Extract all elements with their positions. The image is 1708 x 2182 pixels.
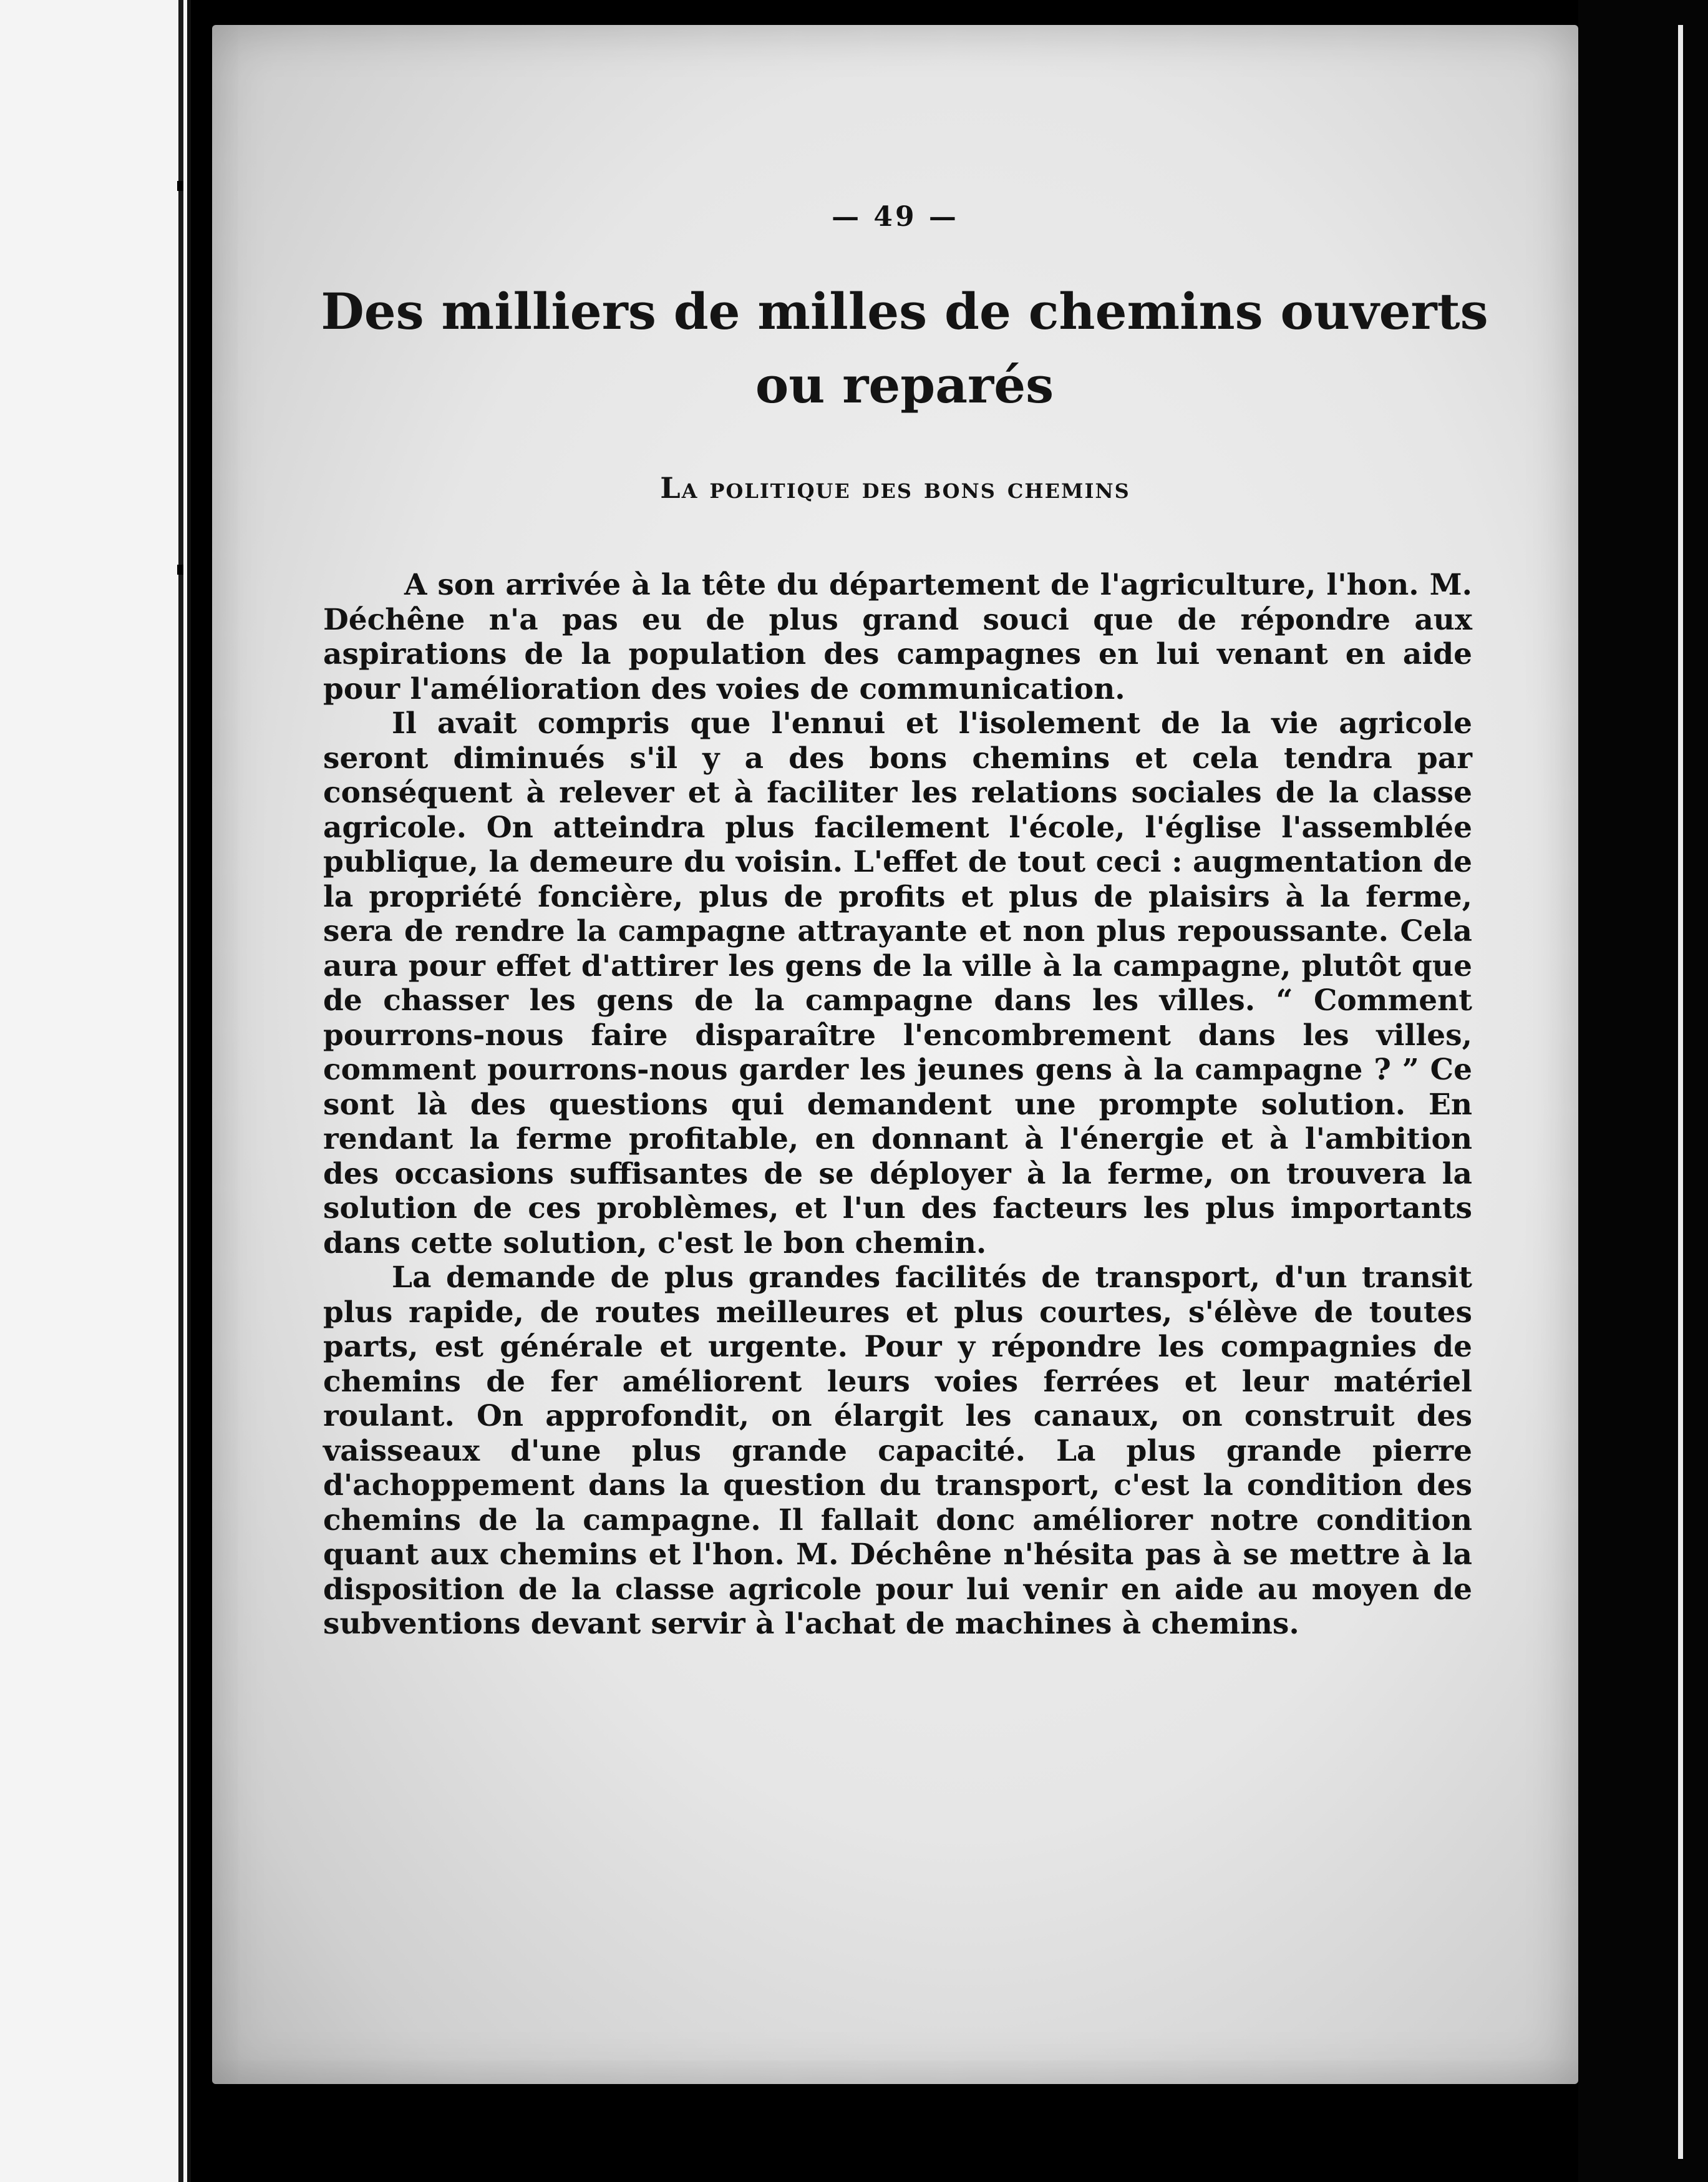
scan-mark (177, 565, 183, 575)
body-text (323, 568, 1472, 1642)
scan-binding-rule (178, 0, 183, 2182)
page-title: Des milliers de milles de chemins ouverts ou reparés (321, 282, 1488, 414)
scan-right-edge (1678, 25, 1683, 2159)
scan-left-margin (0, 0, 191, 2182)
paragraph: La demande de plus grandes facilités de transport, d'un transit plus rapide, de routes meilleures et plus courtes, s'élève de toutes parts, est générale et urgente. Pour y répondre les compagnies de chemins de fer améliorent leurs voies ferrées et leur matériel roulant. On approfondit, on élargit les canaux, on construit des vaisseaux d'une plus grande capacité. La plus grande pierre d'achoppement dans la question du transport, c'est la condition des chemins de la campagne. Il fallait donc améliorer notre condition quant aux chemins et l'hon. M. Déchêne n'hésita pas à se mettre à la disposition de la classe agricole pour lui venir en aide au moyen de subventions devant servir à l'achat de machines à chemins. (323, 1260, 1472, 1641)
paragraph: A son arrivée à la tête du département de l'agriculture, l'hon. M. Déchêne n'a pas eu de plus grand souci que de répondre aux aspirations de la population des campagnes en lui venant en aide pour l'amélioration des voies de communication. (323, 568, 1472, 706)
scan-right-margin (1578, 0, 1708, 2182)
scan-mark (177, 181, 183, 191)
document-page (212, 25, 1578, 2084)
section-subtitle: La politique des bons chemins (660, 471, 1130, 505)
paragraph: Il avait compris que l'ennui et l'isolement de la vie agricole seront diminués s'il y a des bons chemins et cela tendra par conséquent à relever et à faciliter les relations sociales de la classe agricole. On atteindra plus facilement l'école, l'église l'assemblée publique, la demeure du voisin. L'effet de tout ceci : augmentation de la propriété foncière, plus de profits et plus de plaisirs à la ferme, sera de rendre la campagne attrayante et non plus repoussante. Cela aura pour effet d'attirer les gens de la ville à la campagne, plutôt que de chasser les gens de la campagne dans les villes. “ Comment pourrons-nous faire disparaître l'encombrement dans les villes, comment pourrons-nous garder les jeunes gens à la campagne ? ” Ce sont là des questions qui demandent une prompte solution. En rendant la ferme profitable, en donnant à l'énergie et à l'ambition des occasions suffisantes de se déployer à la ferme, on trouvera la solution de ces problèmes, et l'un des facteurs les plus importants dans cette solution, c'est le bon chemin. (323, 706, 1472, 1260)
page-number: — 49 — (832, 201, 959, 233)
